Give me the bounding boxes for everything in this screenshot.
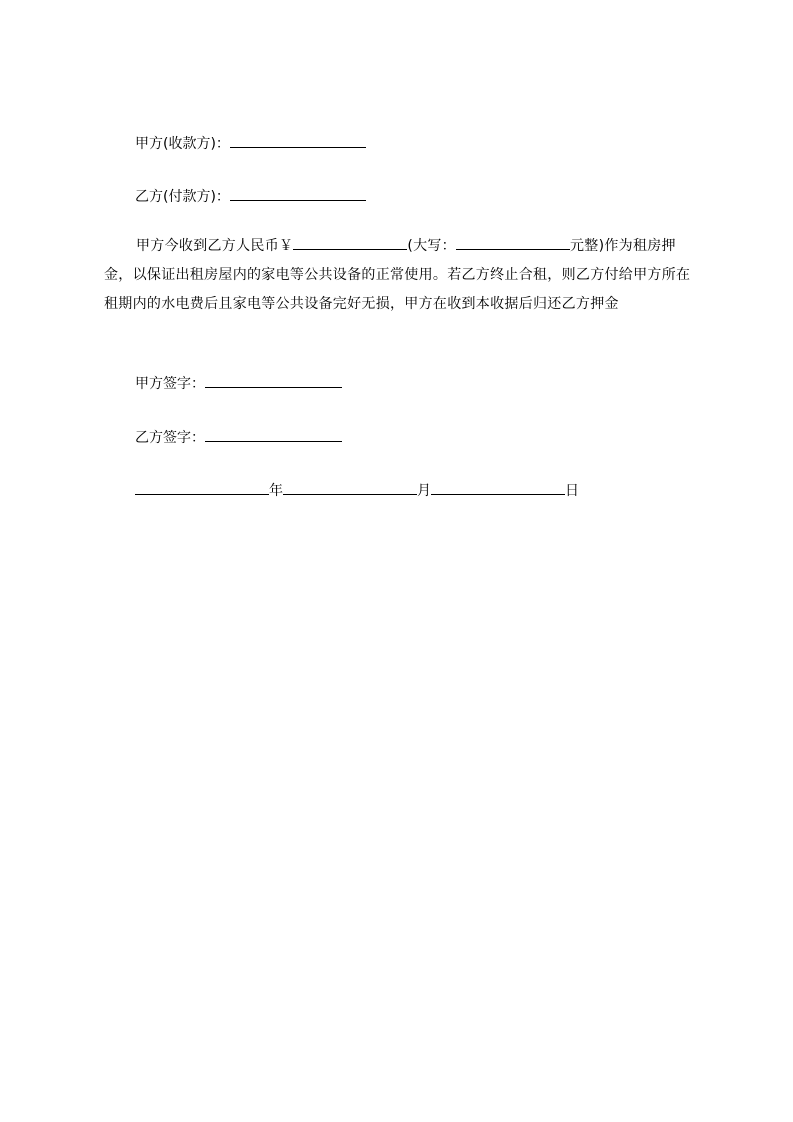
party-b-payer-label: 乙方(付款方)： [135, 189, 230, 205]
day-label: 日 [565, 483, 579, 499]
party-b-signature-label: 乙方签字： [135, 430, 205, 446]
party-b-payer-blank [230, 186, 366, 201]
month-label: 月 [417, 483, 431, 499]
body-text-uppercase-label: (大写： [407, 238, 456, 254]
month-blank [283, 480, 417, 495]
party-b-payer-row [135, 186, 366, 206]
receipt-body-paragraph [104, 232, 702, 319]
party-a-signature-label: 甲方签字： [135, 376, 205, 392]
date-row [135, 480, 579, 500]
year-blank [135, 480, 269, 495]
party-a-payee-label: 甲方(收款方)： [135, 136, 230, 152]
amount-words-blank [456, 235, 570, 250]
day-blank [431, 480, 565, 495]
amount-figure-blank [293, 235, 407, 250]
year-label: 年 [269, 483, 283, 499]
party-a-payee-row [135, 133, 366, 153]
party-b-signature-row [135, 427, 342, 447]
body-text-deposit-terms: 元整)作为租房押金，以保证出租房屋内的家电等公共设备的正常使用。若乙方终止合租，则乙方付给甲方所在租期内的水电费后且家电等公共设备完好无损，甲方在收到本收据后归还乙方押金 [104, 238, 691, 312]
party-b-signature-blank [205, 427, 342, 442]
party-a-payee-blank [230, 133, 366, 148]
party-a-signature-blank [205, 373, 342, 388]
party-a-signature-row [135, 373, 342, 393]
body-text-amount-intro: 甲方今收到乙方人民币￥ [136, 238, 294, 254]
